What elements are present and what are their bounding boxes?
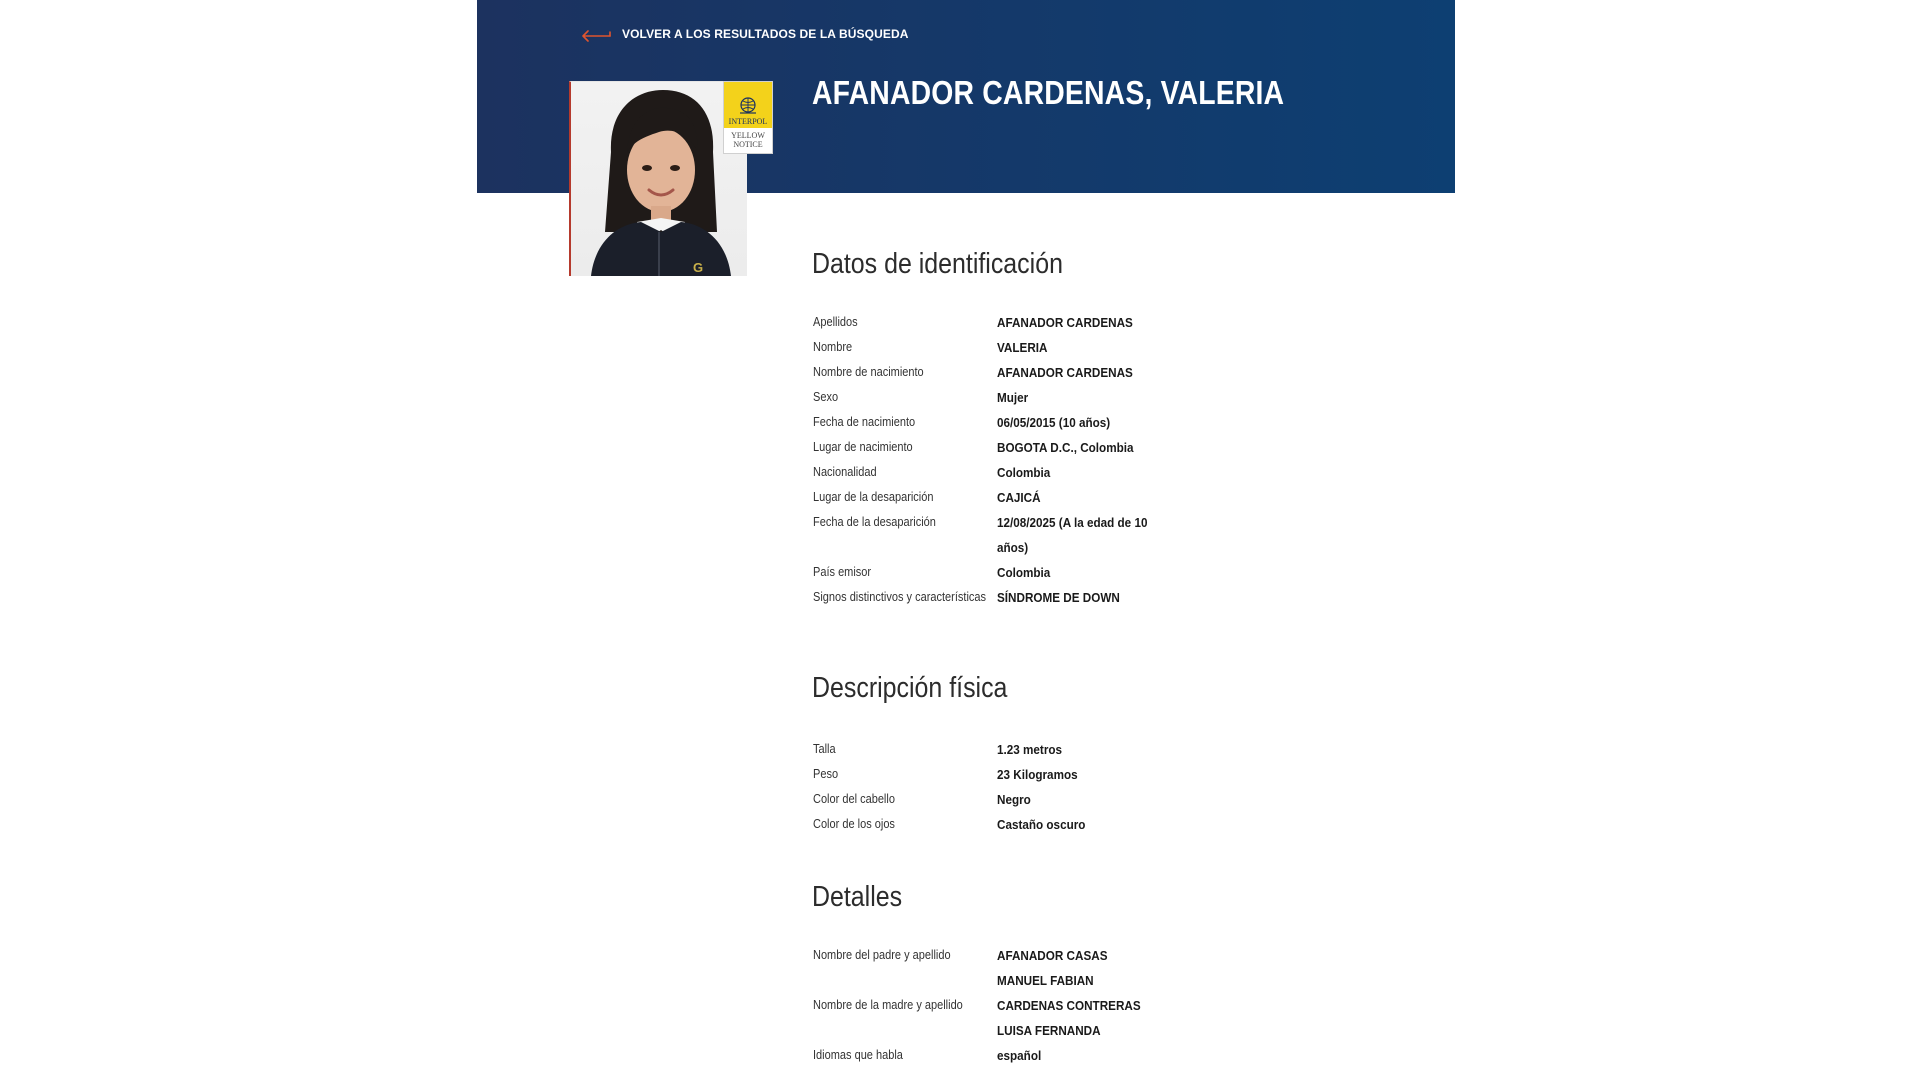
arrow-left-icon <box>580 26 612 42</box>
badge-notice-line2: NOTICE <box>733 140 763 149</box>
table-row <box>813 410 1193 435</box>
row-value: Colombia <box>997 565 1051 580</box>
row-value: AFANADOR CASAS MANUEL FABIAN <box>997 948 1108 988</box>
table-row <box>813 510 1193 560</box>
table-row <box>813 485 1193 510</box>
row-value: 06/05/2015 (10 años) <box>997 415 1111 430</box>
table-row <box>813 335 1193 360</box>
row-value: SÍNDROME DE DOWN <box>997 590 1120 605</box>
physical-table <box>813 737 1193 837</box>
row-label: Color del cabello <box>813 792 895 806</box>
row-label: Nombre <box>813 340 853 354</box>
row-value: Colombia <box>997 465 1051 480</box>
row-value: CARDENAS CONTRERAS LUISA FERNANDA <box>997 998 1141 1038</box>
badge-org-label: INTERPOL <box>728 117 768 126</box>
row-label: País emisor <box>813 565 872 579</box>
table-row <box>813 385 1193 410</box>
row-label: Color de los ojos <box>813 817 895 831</box>
table-row <box>813 762 1193 787</box>
person-photo <box>569 81 747 276</box>
row-label: Sexo <box>813 390 839 404</box>
row-value: CAJICÁ <box>997 490 1041 505</box>
table-row <box>813 360 1193 385</box>
row-value: Castaño oscuro <box>997 817 1086 832</box>
row-value: BOGOTA D.C., Colombia <box>997 440 1134 455</box>
row-label: Nombre de la madre y apellido <box>813 998 963 1012</box>
row-value: Negro <box>997 792 1031 807</box>
back-to-results-link[interactable] <box>580 22 908 46</box>
badge-notice-label <box>724 128 772 149</box>
row-label: Lugar de la desaparición <box>813 490 934 504</box>
yellow-notice-badge <box>723 81 773 154</box>
section-title-details: Detalles <box>812 881 903 913</box>
row-label: Peso <box>813 767 839 781</box>
section-title-identification: Datos de identificación <box>812 248 1063 280</box>
table-row <box>813 993 1193 1043</box>
table-row <box>813 787 1193 812</box>
details-table <box>813 943 1193 1068</box>
section-title-physical: Descripción física <box>812 672 1008 704</box>
row-value: 1.23 metros <box>997 742 1063 757</box>
row-value: 23 Kilogramos <box>997 767 1078 782</box>
row-label: Signos distinctivos y características <box>813 590 987 604</box>
table-row <box>813 560 1193 585</box>
table-row <box>813 943 1193 993</box>
table-row <box>813 812 1193 837</box>
table-row <box>813 737 1193 762</box>
row-label: Nombre del padre y apellido <box>813 948 951 962</box>
row-label: Idiomas que habla <box>813 1048 903 1062</box>
row-value: Mujer <box>997 390 1029 405</box>
row-label: Nacionalidad <box>813 465 877 479</box>
row-label: Talla <box>813 742 836 756</box>
page-title: AFANADOR CARDENAS, VALERIA <box>812 74 1285 111</box>
table-row <box>813 460 1193 485</box>
table-row <box>813 435 1193 460</box>
table-row <box>813 1043 1193 1068</box>
row-value: VALERIA <box>997 340 1048 355</box>
table-row <box>813 310 1193 335</box>
row-label: Apellidos <box>813 315 858 329</box>
row-value: 12/08/2025 (A la edad de 10 años) <box>997 515 1148 555</box>
row-label: Fecha de la desaparición <box>813 515 936 529</box>
table-row <box>813 585 1193 610</box>
row-value: AFANADOR CARDENAS <box>997 315 1133 330</box>
row-label: Lugar de nacimiento <box>813 440 913 454</box>
identification-table <box>813 310 1193 610</box>
badge-notice-line1: YELLOW <box>731 131 765 140</box>
row-value: AFANADOR CARDENAS <box>997 365 1133 380</box>
row-label: Fecha de nacimiento <box>813 415 916 429</box>
back-link-label: VOLVER A LOS RESULTADOS DE LA BÚSQUEDA <box>622 27 909 41</box>
svg-text:G: G <box>693 260 704 275</box>
interpol-emblem-icon <box>737 95 759 117</box>
row-label: Nombre de nacimiento <box>813 365 924 379</box>
row-value: español <box>997 1048 1042 1063</box>
